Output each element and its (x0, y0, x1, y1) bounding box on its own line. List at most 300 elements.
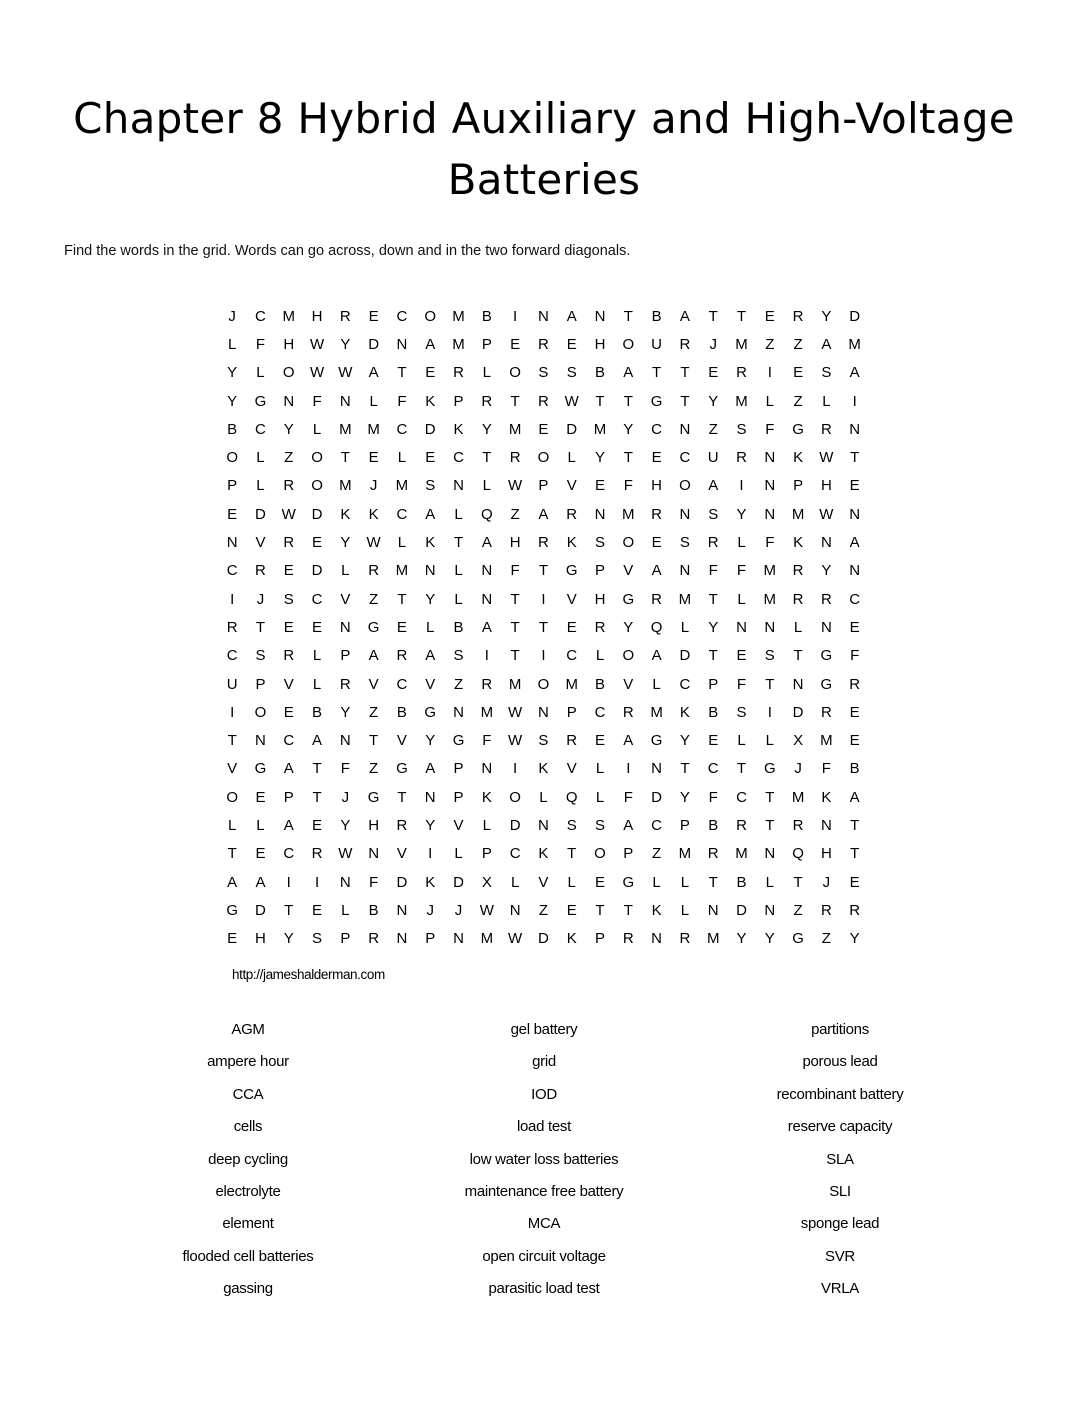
grid-letter: E (849, 477, 860, 495)
grid-letter: B (481, 307, 492, 325)
grid-letter: N (424, 788, 436, 806)
grid-letter: R (453, 364, 464, 382)
grid-letter: R (679, 335, 691, 353)
word-list-item: cells (233, 1118, 263, 1136)
grid-letter: Z (793, 901, 803, 919)
grid-letter: L (652, 675, 661, 693)
grid-letter: C (679, 449, 691, 467)
grid-letter: T (482, 449, 492, 467)
grid-letter: T (793, 873, 803, 891)
grid-letter: G (622, 590, 635, 608)
grid-letter: V (566, 590, 577, 608)
grid-letter: A (538, 505, 549, 523)
grid-letter: L (680, 873, 690, 891)
grid-letter: L (765, 732, 774, 750)
grid-letter: V (623, 562, 634, 580)
grid-letter: R (792, 307, 804, 325)
grid-letter: Z (765, 335, 775, 353)
word-list-item: gassing (223, 1280, 273, 1298)
grid-letter: C (396, 675, 408, 693)
grid-letter: G (452, 732, 465, 750)
word-list-item: deep cycling (208, 1150, 288, 1168)
grid-letter: L (341, 562, 350, 580)
grid-letter: O (537, 449, 550, 467)
grid-letter: Y (821, 562, 832, 580)
grid-letter: E (312, 816, 323, 834)
grid-letter: G (254, 392, 267, 410)
grid-letter: M (622, 505, 635, 523)
grid-letter: V (566, 760, 577, 778)
grid-letter: N (594, 307, 606, 325)
grid-letter: N (764, 449, 776, 467)
grid-letter: D (311, 562, 323, 580)
grid-letter: Z (652, 845, 662, 863)
grid-letter: E (283, 562, 294, 580)
grid-letter: G (396, 760, 408, 778)
grid-letter: Q (650, 618, 663, 636)
page-title: Chapter 8 Hybrid Auxiliary and High-Voltage Batteries (73, 94, 1015, 204)
grid-letter: J (228, 307, 236, 325)
grid-letter: N (453, 930, 464, 948)
grid-letter: V (623, 675, 634, 693)
grid-letter: P (340, 930, 351, 948)
grid-letter: F (340, 760, 350, 778)
grid-letter: E (849, 618, 860, 636)
grid-letter: C (396, 307, 408, 325)
grid-letter: W (819, 505, 834, 523)
grid-letter: M (593, 420, 607, 438)
grid-letter: P (283, 788, 294, 806)
grid-letter: H (594, 590, 606, 608)
grid-letter: M (282, 307, 295, 325)
grid-letter: M (480, 703, 494, 721)
grid-letter: L (341, 901, 350, 919)
grid-letter: W (819, 449, 834, 467)
grid-letter: G (254, 760, 267, 778)
grid-letter: E (510, 335, 521, 353)
grid-letter: M (735, 335, 748, 353)
grid-letter: E (651, 534, 662, 552)
grid-letter: N (453, 703, 464, 721)
grid-letter: F (510, 562, 520, 580)
grid-letter: E (283, 703, 294, 721)
grid-letter: M (395, 562, 409, 580)
grid-letter: E (566, 335, 577, 353)
grid-letter: A (708, 477, 719, 495)
grid-letter: P (538, 477, 549, 495)
grid-letter: E (312, 901, 323, 919)
grid-letter: D (509, 816, 521, 834)
grid-letter: C (594, 703, 606, 721)
grid-letter: T (623, 449, 633, 467)
word-list-item: element (222, 1215, 274, 1233)
grid-letter: H (283, 335, 295, 353)
grid-letter: P (453, 392, 464, 410)
grid-letter: D (368, 335, 380, 353)
grid-letter: L (539, 788, 548, 806)
grid-letter: Y (481, 420, 492, 438)
grid-letter: T (595, 392, 605, 410)
grid-letter: P (708, 675, 719, 693)
grid-letter: R (509, 449, 521, 467)
grid-letter: D (679, 647, 691, 665)
grid-letter: E (849, 703, 860, 721)
grid-letter: Z (708, 420, 718, 438)
word-list-item: electrolyte (215, 1182, 281, 1200)
grid-letter: O (509, 364, 521, 382)
grid-letter: E (312, 534, 323, 552)
grid-letter: I (541, 590, 546, 608)
grid-letter: R (396, 816, 408, 834)
grid-letter: O (622, 534, 635, 552)
word-list-item: partitions (811, 1021, 869, 1038)
grid-letter: N (764, 505, 776, 523)
grid-letter: G (226, 901, 238, 919)
grid-letter: U (651, 335, 663, 353)
grid-letter: C (651, 420, 663, 438)
grid-letter: E (566, 618, 577, 636)
grid-letter: K (566, 534, 577, 552)
grid-letter: G (650, 392, 663, 410)
grid-letter: Y (736, 930, 747, 948)
grid-letter: B (708, 816, 719, 834)
grid-letter: N (537, 307, 549, 325)
grid-letter: B (651, 307, 662, 325)
grid-letter: L (227, 816, 237, 834)
grid-letter: E (793, 364, 804, 382)
grid-letter: F (255, 335, 266, 353)
word-list-item: load test (516, 1118, 571, 1136)
grid-letter: I (230, 590, 235, 608)
grid-letter: R (651, 590, 663, 608)
grid-letter: T (567, 845, 577, 863)
grid-letter: O (537, 675, 550, 693)
grid-letter: L (567, 449, 576, 467)
grid-letter: M (508, 420, 522, 438)
grid-letter: N (537, 703, 549, 721)
grid-letter: G (792, 930, 804, 948)
grid-letter: V (566, 477, 577, 495)
grid-letter: Y (764, 930, 775, 948)
grid-letter: F (312, 392, 322, 410)
grid-letter: V (396, 732, 407, 750)
grid-letter: E (849, 732, 860, 750)
grid-letter: Z (369, 760, 379, 778)
grid-letter: L (397, 534, 407, 552)
grid-letter: N (424, 562, 436, 580)
grid-letter: E (764, 307, 775, 325)
grid-letter: T (510, 618, 520, 636)
word-list-item: sponge lead (800, 1215, 880, 1233)
grid-letter: S (312, 930, 323, 948)
grid-letter: X (793, 732, 804, 750)
grid-letter: L (822, 392, 831, 410)
grid-letter: A (679, 307, 690, 325)
grid-letter: Y (283, 420, 294, 438)
grid-letter: P (793, 477, 804, 495)
grid-letter: P (340, 647, 351, 665)
grid-letter: N (679, 420, 691, 438)
grid-letter: S (566, 364, 577, 382)
word-list-item: SVR (825, 1247, 855, 1265)
grid-letter: V (283, 675, 294, 693)
grid-letter: N (537, 816, 549, 834)
word-list-item: VRLA (821, 1280, 859, 1298)
grid-letter: R (311, 845, 323, 863)
grid-letter: M (848, 335, 861, 353)
grid-letter: L (793, 618, 803, 636)
grid-letter: K (538, 845, 549, 863)
grid-letter: U (226, 675, 238, 693)
grid-letter: T (850, 449, 860, 467)
grid-letter: T (850, 845, 860, 863)
grid-letter: O (254, 703, 267, 721)
grid-letter: L (737, 732, 746, 750)
grid-letter: K (793, 534, 804, 552)
grid-letter: A (425, 505, 436, 523)
grid-letter: X (481, 873, 492, 891)
grid-letter: H (311, 307, 323, 325)
grid-letter: R (566, 732, 578, 750)
grid-letter: E (255, 845, 266, 863)
grid-letter: E (227, 930, 238, 948)
grid-letter: S (736, 703, 747, 721)
grid-letter: M (763, 590, 777, 608)
grid-letter: E (849, 873, 860, 891)
grid-letter: B (595, 364, 606, 382)
grid-letter: J (341, 788, 350, 806)
grid-letter: H (820, 477, 832, 495)
grid-letter: V (255, 534, 266, 552)
grid-letter: T (340, 449, 350, 467)
grid-letter: Z (538, 901, 548, 919)
grid-letter: E (595, 732, 606, 750)
grid-letter: Z (369, 590, 379, 608)
grid-letter: A (651, 562, 662, 580)
word-list-item: parasitic load test (488, 1280, 600, 1298)
grid-letter: A (566, 307, 577, 325)
grid-letter: K (566, 930, 577, 948)
grid-letter: P (425, 930, 436, 948)
grid-letter: P (453, 760, 464, 778)
grid-letter: G (622, 873, 635, 891)
grid-letter: N (736, 618, 747, 636)
grid-letter: G (565, 562, 578, 580)
grid-letter: S (821, 364, 832, 382)
grid-letter: R (820, 590, 832, 608)
grid-letter: L (567, 873, 576, 891)
grid-letter: N (820, 534, 832, 552)
word-list-item: recombinant battery (776, 1085, 904, 1103)
grid-letter: K (651, 901, 662, 919)
grid-letter: A (651, 647, 662, 665)
grid-letter: Y (425, 590, 436, 608)
grid-letter: I (513, 760, 518, 778)
grid-letter: B (849, 760, 860, 778)
grid-letter: R (339, 675, 351, 693)
grid-letter: Y (849, 930, 860, 948)
grid-letter: G (820, 647, 833, 665)
grid-letter: B (396, 703, 407, 721)
grid-letter: R (537, 392, 549, 410)
website-url: http://jameshalderman.com (232, 967, 385, 982)
grid-letter: D (537, 930, 549, 948)
grid-letter: R (339, 307, 351, 325)
grid-letter: T (397, 788, 407, 806)
letter-grid (218, 302, 869, 953)
grid-letter: D (255, 901, 266, 919)
grid-letter: D (396, 873, 408, 891)
grid-letter: F (736, 675, 747, 693)
word-list (100, 1014, 988, 1306)
grid-letter: O (594, 845, 606, 863)
grid-letter: C (311, 590, 323, 608)
grid-letter: L (680, 901, 690, 919)
grid-letter: F (369, 873, 379, 891)
grid-letter: Y (623, 420, 634, 438)
grid-letter: R (792, 562, 804, 580)
grid-letter: V (396, 845, 407, 863)
grid-letter: W (281, 505, 296, 523)
grid-letter: N (339, 873, 351, 891)
grid-letter: R (736, 364, 747, 382)
grid-letter: N (396, 335, 408, 353)
grid-letter: T (623, 392, 633, 410)
grid-letter: T (708, 647, 718, 665)
grid-letter: L (765, 392, 774, 410)
grid-letter: W (338, 845, 353, 863)
word-list-item: AGM (231, 1021, 265, 1038)
grid-letter: I (513, 307, 518, 325)
grid-letter: Y (679, 788, 690, 806)
grid-letter: Y (425, 816, 436, 834)
grid-letter: K (481, 788, 492, 806)
grid-letter: L (227, 335, 237, 353)
grid-letter: M (367, 420, 380, 438)
grid-letter: C (396, 420, 408, 438)
grid-letter: O (311, 449, 323, 467)
grid-letter: E (595, 873, 606, 891)
grid-letter: A (227, 873, 238, 891)
grid-letter: M (452, 335, 465, 353)
grid-letter: F (850, 647, 860, 665)
grid-letter: R (368, 562, 380, 580)
grid-letter: S (255, 647, 266, 665)
grid-letter: T (397, 364, 407, 382)
grid-letter: R (622, 703, 634, 721)
grid-letter: Y (623, 618, 634, 636)
grid-letter: R (679, 930, 691, 948)
grid-letter: R (736, 816, 747, 834)
grid-letter: L (454, 562, 463, 580)
grid-letter: T (510, 647, 520, 665)
grid-letter: N (226, 534, 238, 552)
grid-letter: V (538, 873, 549, 891)
grid-letter: T (736, 307, 747, 325)
grid-letter: E (255, 788, 266, 806)
grid-letter: L (312, 420, 322, 438)
grid-letter: M (678, 590, 692, 608)
grid-letter: Z (821, 930, 831, 948)
grid-letter: K (453, 420, 464, 438)
grid-letter: A (849, 364, 860, 382)
grid-letter: T (623, 307, 633, 325)
grid-letter: N (396, 930, 408, 948)
grid-letter: N (764, 477, 776, 495)
grid-letter: A (283, 816, 294, 834)
grid-letter: L (369, 392, 378, 410)
grid-letter: P (255, 675, 266, 693)
grid-letter: E (425, 449, 436, 467)
grid-letter: R (820, 420, 832, 438)
grid-letter: A (368, 647, 379, 665)
grid-letter: L (595, 647, 605, 665)
grid-letter: Z (453, 675, 464, 693)
grid-letter: F (397, 392, 407, 410)
grid-letter: P (595, 930, 606, 948)
grid-letter: Q (792, 845, 804, 863)
grid-letter: M (452, 307, 465, 325)
grid-letter: B (368, 901, 379, 919)
grid-letter: H (594, 335, 606, 353)
grid-letter: O (226, 449, 238, 467)
grid-letter: O (622, 647, 635, 665)
grid-letter: L (397, 449, 407, 467)
grid-letter: J (454, 901, 463, 919)
grid-letter: N (679, 562, 691, 580)
grid-letter: N (651, 760, 663, 778)
grid-letter: V (425, 675, 436, 693)
grid-letter: R (566, 505, 578, 523)
grid-letter: K (368, 505, 379, 523)
grid-letter: T (227, 732, 237, 750)
grid-letter: N (764, 618, 776, 636)
grid-letter: A (849, 788, 860, 806)
grid-letter: C (226, 562, 238, 580)
grid-letter: Z (510, 505, 520, 523)
word-list-item: SLA (826, 1150, 854, 1168)
grid-letter: W (366, 534, 381, 552)
grid-letter: I (286, 873, 291, 891)
grid-letter: I (852, 392, 857, 410)
grid-letter: T (765, 675, 775, 693)
grid-letter: Z (793, 392, 803, 410)
grid-letter: J (794, 760, 802, 778)
grid-letter: A (368, 364, 379, 382)
word-list-item: flooded cell batteries (182, 1247, 314, 1265)
grid-letter: F (708, 562, 718, 580)
grid-letter: T (793, 647, 803, 665)
grid-letter: Y (425, 732, 436, 750)
grid-letter: T (284, 901, 294, 919)
grid-letter: F (736, 562, 747, 580)
grid-letter: L (312, 675, 322, 693)
grid-letter: I (428, 845, 433, 863)
grid-letter: L (680, 618, 690, 636)
grid-letter: N (707, 901, 719, 919)
grid-letter: S (283, 590, 294, 608)
grid-letter: N (481, 562, 493, 580)
grid-letter: T (453, 534, 464, 552)
grid-letter: T (312, 788, 322, 806)
grid-letter: T (765, 788, 775, 806)
grid-letter: V (227, 760, 238, 778)
grid-letter: Y (595, 449, 606, 467)
grid-letter: A (481, 534, 492, 552)
grid-letter: W (508, 732, 523, 750)
grid-letter: R (283, 647, 295, 665)
grid-letter: A (283, 760, 294, 778)
